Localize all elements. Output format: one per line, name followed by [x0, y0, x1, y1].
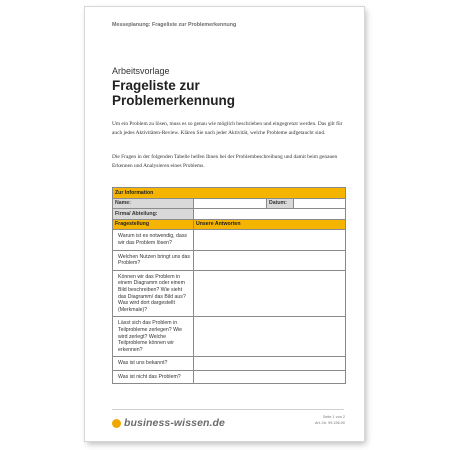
question-row — [113, 230, 346, 250]
info-section-label: Zur Information — [113, 188, 346, 199]
brand-name: business-wissen.de — [124, 417, 226, 429]
question-text: Lässt sich das Problem in Teilprobleme zerlegen? Wie wird zerlegt? Welche Teilprobleme können wir erkennen? — [113, 317, 194, 357]
footer-divider — [112, 409, 344, 410]
brand-logo — [112, 417, 225, 429]
document-kicker: Arbeitsvorlage — [112, 66, 170, 76]
company-row — [113, 209, 346, 220]
document-page — [85, 7, 364, 441]
answer-field[interactable] — [194, 357, 346, 371]
date-field[interactable] — [294, 198, 346, 209]
info-section-header — [113, 188, 346, 199]
intro-paragraph: Um ein Problem zu lösen, muss es so genau wie möglich beschrieben und eingegrenzt werden. Das gilt für auch jedes Aktivitäten-Review. Klären Sie nach jeder Aktivität, welche Probleme aufgetaucht sind. — [112, 121, 343, 137]
answer-field[interactable] — [194, 230, 346, 250]
page-meta — [315, 414, 345, 426]
date-label: Datum: — [267, 198, 294, 209]
question-form-table — [112, 187, 346, 384]
questions-column-header: Fragestellung — [113, 219, 194, 230]
name-field[interactable] — [194, 198, 267, 209]
company-field[interactable] — [194, 209, 346, 220]
question-text: Welchen Nutzen bringt uns das Problem? — [113, 250, 194, 270]
company-label: Firma/ Abteilung: — [113, 209, 194, 220]
answers-column-header: Unsere Antworten — [194, 219, 346, 230]
answer-field[interactable] — [194, 270, 346, 317]
question-text: Was ist uns bekannt? — [113, 357, 194, 371]
document-title — [112, 78, 235, 108]
title-line-2: Problemerkennung — [112, 93, 236, 108]
question-text: Warum ist es notwendig, dass wir das Problem lösen? — [113, 230, 194, 250]
question-row — [113, 250, 346, 270]
question-text: Was ist nicht das Problem? — [113, 370, 194, 384]
question-row — [113, 317, 346, 357]
article-number: Art.-Nr. 99.156.00 — [315, 421, 345, 425]
page-number: Seite 1 von 2 — [322, 415, 345, 419]
answer-field[interactable] — [194, 250, 346, 270]
questions-header-row — [113, 219, 346, 230]
question-text: Können wir das Problem in einem Diagramm oder einem Bild beschreiben? Wie sieht das Diagramm/ das Bild aus? Was wird dort dargestellt (Merkmale)? — [113, 270, 194, 317]
name-row — [113, 198, 346, 209]
instruction-paragraph: Die Fragen in der folgenden Tabelle helfen Ihnen bei der Problembeschreibung und damit beim genauen Erkennen und Analysieren eines Problems. — [112, 154, 338, 170]
question-row — [113, 370, 346, 384]
brand-dot-icon — [112, 419, 121, 428]
question-row — [113, 357, 346, 371]
name-label: Name: — [113, 198, 194, 209]
answer-field[interactable] — [194, 370, 346, 384]
title-line-1: Frageliste zur — [112, 78, 200, 93]
question-row — [113, 270, 346, 317]
running-header: Messeplanung: Frageliste zur Problemerkennung — [112, 22, 237, 28]
answer-field[interactable] — [194, 317, 346, 357]
